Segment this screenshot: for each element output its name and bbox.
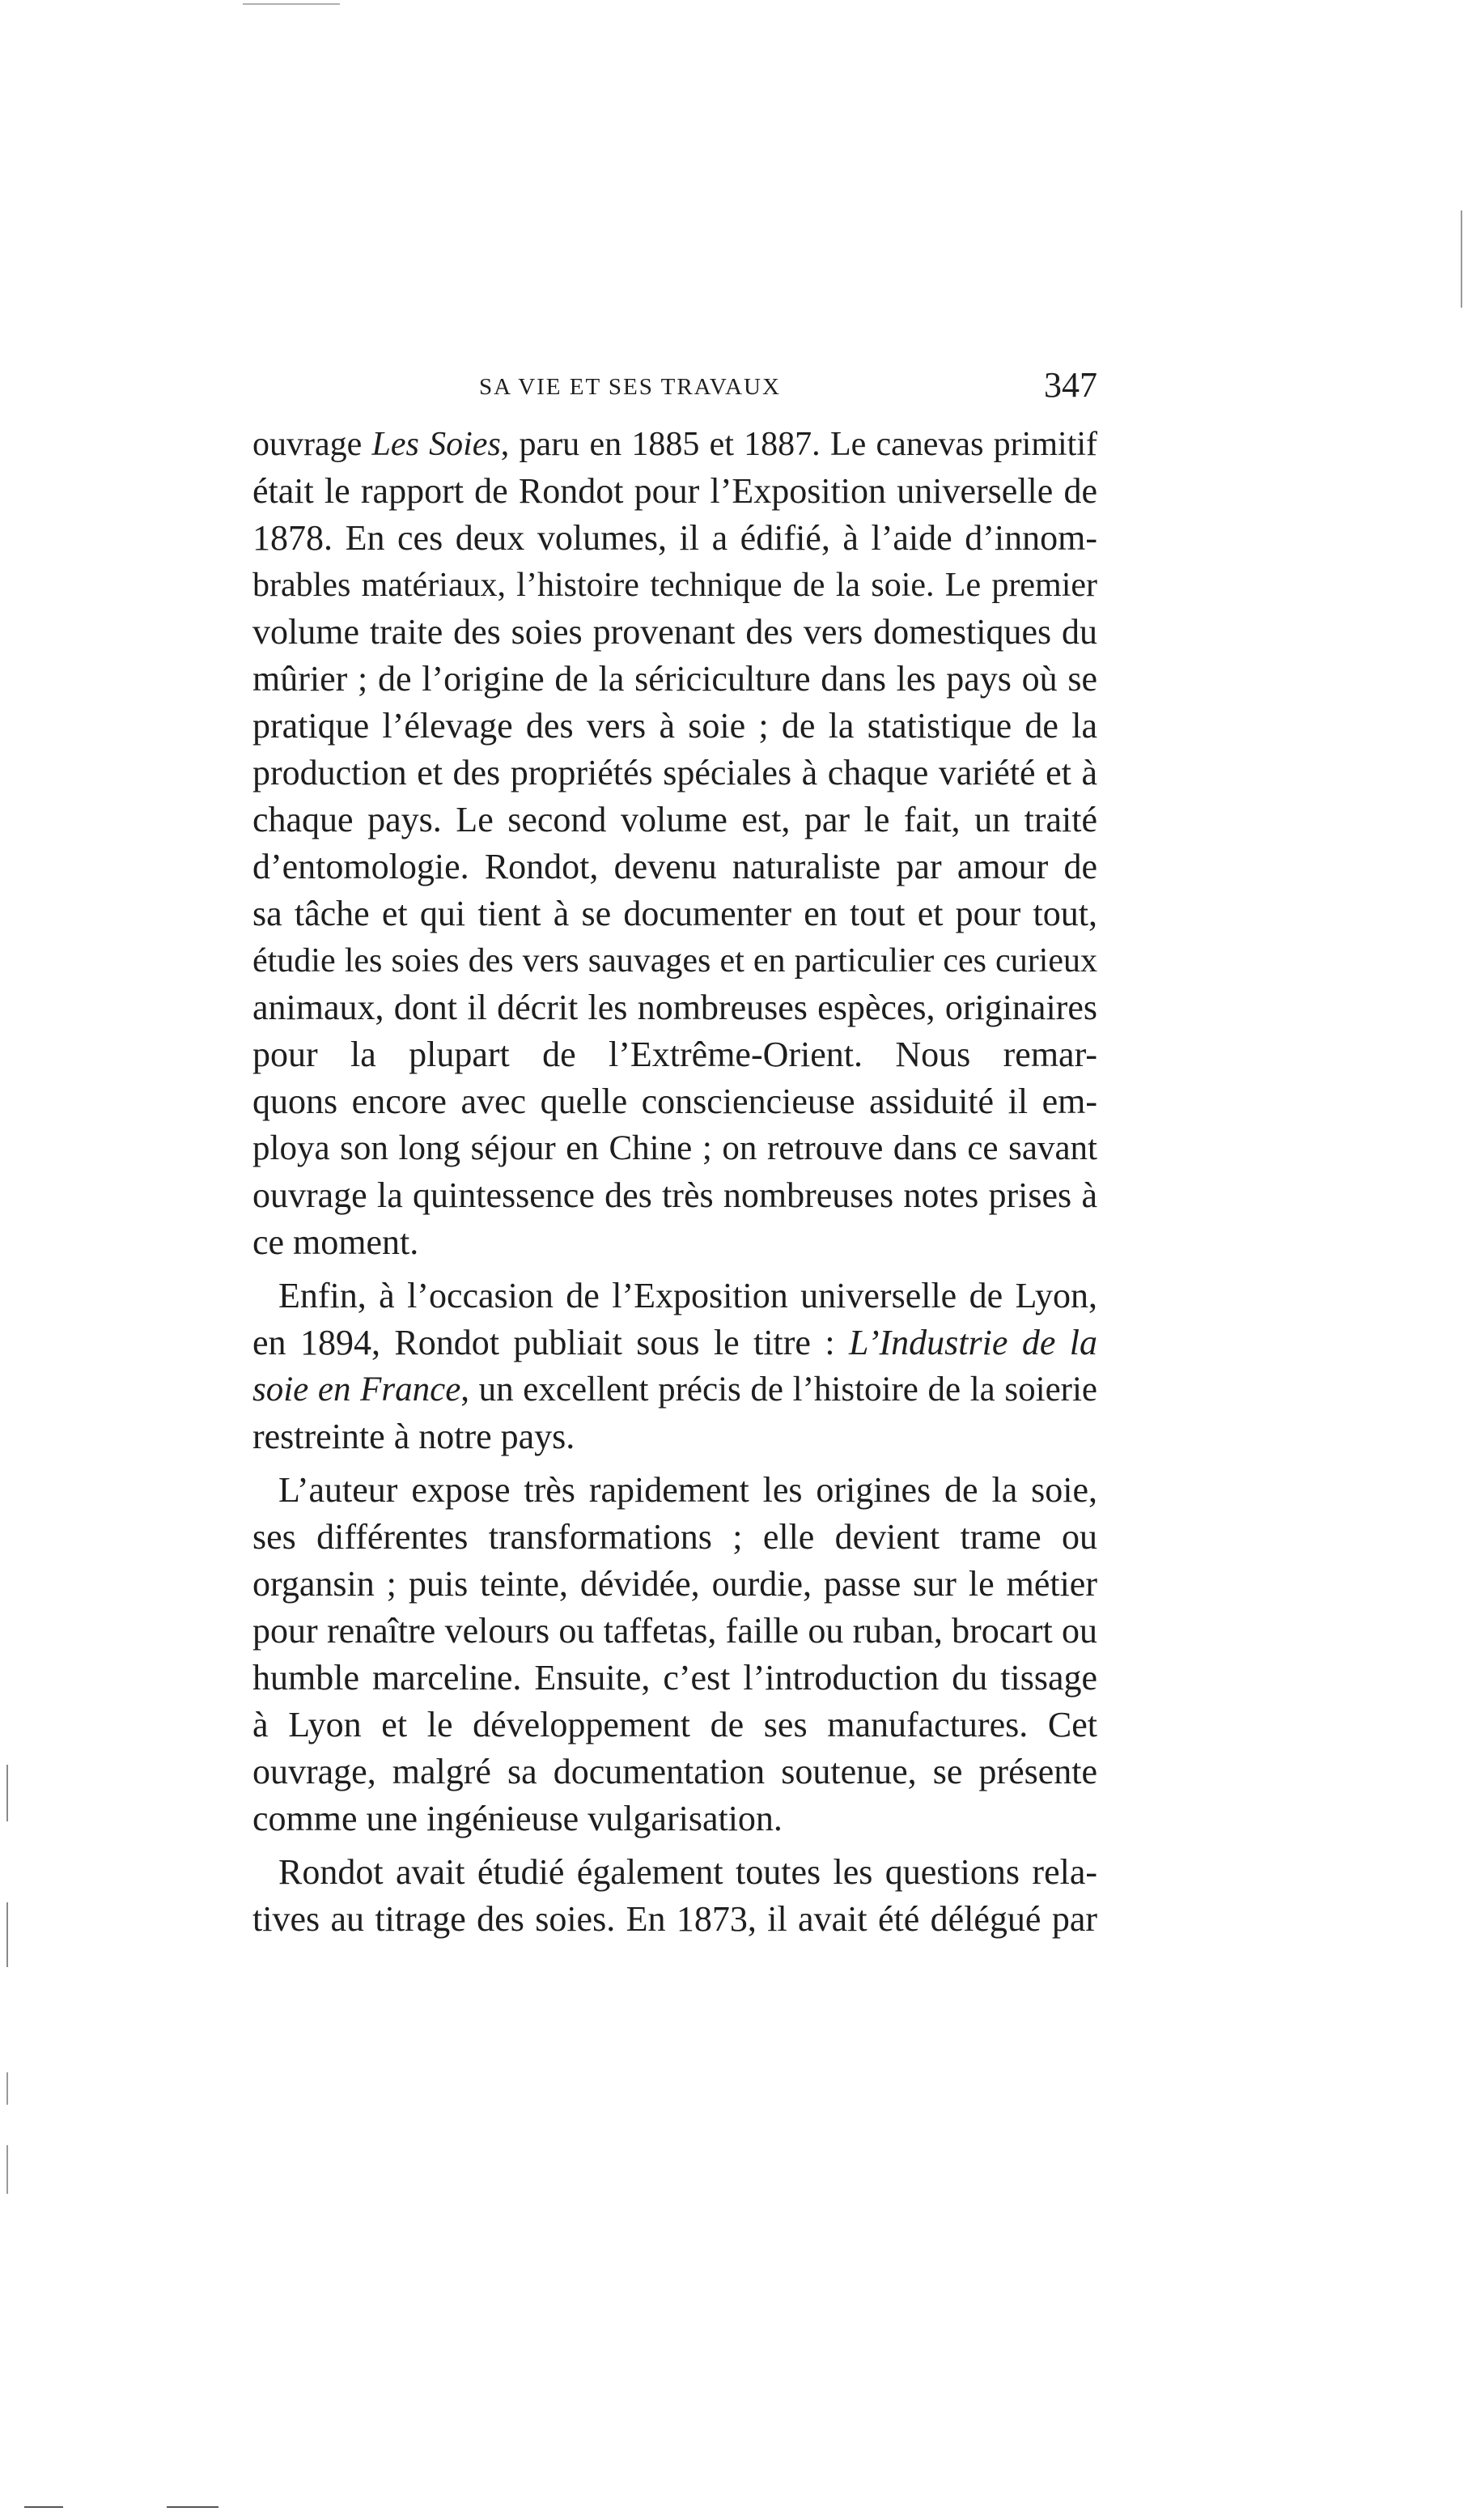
text-line: humble marceline. Ensuite, c’est l’introduction du tissage <box>252 1658 1097 1698</box>
text-line: tives au titrage des soies. En 1873, il avait été délégué par <box>252 1899 1097 1939</box>
scan-mark <box>6 2145 8 2194</box>
scan-mark <box>24 2506 63 2508</box>
text-line: d’entomologie. Rondot, devenu naturaliste par amour de <box>252 847 1097 886</box>
running-head: SA VIE ET SES TRAVAUX <box>479 374 781 400</box>
text-line: sa tâche et qui tient à se documenter en tout et pour tout, <box>252 894 1097 933</box>
page-number: 347 <box>1044 365 1097 405</box>
scan-mark <box>6 1765 8 1821</box>
text-line: soie en France, un excellent précis de l’histoire de la soierie <box>252 1370 1097 1409</box>
text-line: en 1894, Rondot publiait sous le titre : L’Industrie de la <box>252 1323 1097 1362</box>
text-line: L’auteur expose très rapidement les origines de la soie, <box>278 1470 1097 1510</box>
body-text <box>252 421 1097 1943</box>
text-line: ouvrage la quintessence des très nombreuses notes prises à <box>252 1175 1097 1215</box>
italic-title: Les Soies <box>371 426 501 463</box>
italic-title: L’Industrie de la <box>849 1323 1097 1362</box>
scan-mark <box>6 2072 8 2105</box>
text-line: comme une ingénieuse vulgarisation. <box>252 1799 783 1838</box>
text-line: Rondot avait étudié également toutes les questions rela- <box>278 1852 1097 1892</box>
text-line: ploya son long séjour en Chine ; on retrouve dans ce savant <box>252 1129 1097 1167</box>
text-line: mûrier ; de l’origine de la sériciculture dans les pays où se <box>252 659 1097 699</box>
text-line: volume traite des soies provenant des vers domestiques du <box>252 612 1097 652</box>
text-line: 1878. En ces deux volumes, il a édifié, à l’aide d’innom- <box>252 518 1097 558</box>
scan-mark <box>167 2506 218 2508</box>
text-line: pour la plupart de l’Extrême-Orient. Nous remar- <box>252 1035 1097 1074</box>
text-line: ses différentes transformations ; elle devient trame ou <box>252 1517 1097 1557</box>
text-line: ce moment. <box>252 1222 419 1262</box>
scan-mark <box>1461 210 1462 308</box>
text-line: pratique l’élevage des vers à soie ; de la statistique de la <box>252 706 1097 746</box>
text-line: étudie les soies des vers sauvages et en particulier ces curieux <box>252 942 1097 980</box>
text-line: brables matériaux, l’histoire technique de la soie. Le premier <box>252 567 1097 604</box>
paragraph-1 <box>252 421 1097 1266</box>
text-line: animaux, dont il décrit les nombreuses espèces, originaires <box>252 988 1097 1027</box>
text-line: pour renaître velours ou taffetas, faille ou ruban, brocart ou <box>252 1611 1097 1651</box>
text-line: Enfin, à l’occasion de l’Exposition universelle de Lyon, <box>278 1276 1097 1315</box>
text-line: ouvrage, malgré sa documentation soutenue, se présente <box>252 1752 1097 1791</box>
text-line: était le rapport de Rondot pour l’Exposition universelle de <box>252 471 1097 511</box>
text-line: organsin ; puis teinte, dévidée, ourdie, passe sur le métier <box>252 1564 1097 1604</box>
paragraph-3 <box>252 1467 1097 1842</box>
scan-mark <box>243 3 340 5</box>
italic-title: soie en France <box>252 1370 461 1409</box>
page-header <box>252 363 1097 411</box>
text-line: à Lyon et le développement de ses manufactures. Cet <box>252 1705 1097 1744</box>
paragraph-2 <box>252 1273 1097 1460</box>
paragraph-4 <box>252 1849 1097 1943</box>
text-line: chaque pays. Le second volume est, par le fait, un traité <box>252 800 1097 839</box>
text-line: restreinte à notre pays. <box>252 1417 575 1456</box>
text-line: quons encore avec quelle consciencieuse assiduité il em- <box>252 1082 1097 1121</box>
scan-mark <box>6 1902 8 1967</box>
text-line: ouvrage Les Soies, paru en 1885 et 1887. Le canevas primitif <box>252 426 1097 463</box>
text-line: production et des propriétés spéciales à chaque variété et à <box>252 753 1097 793</box>
